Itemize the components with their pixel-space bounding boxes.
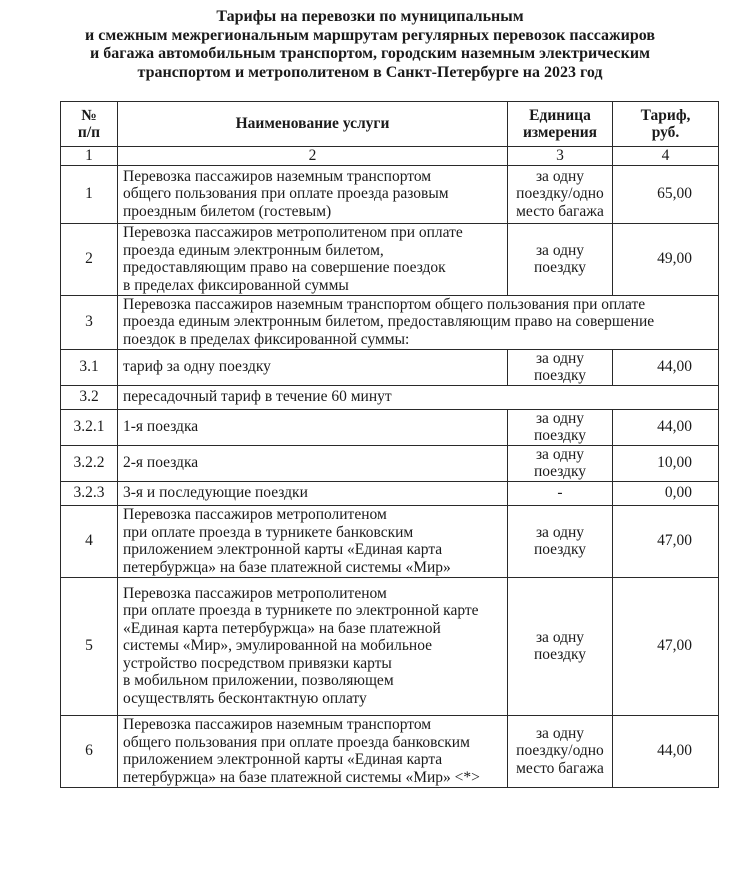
service-name-line: поездок в пределах фиксированной суммы:	[123, 330, 410, 348]
table-header-row	[61, 102, 719, 147]
service-name-line: Перевозка пассажиров метрополитеном	[123, 584, 387, 602]
header-num	[61, 102, 118, 147]
unit-line: поездку	[533, 427, 587, 444]
row-number: 3.2.2	[61, 445, 118, 481]
row-number: 3.2.1	[61, 409, 118, 445]
tariffs-table	[60, 101, 719, 788]
service-name-line: приложением электронной карты «Единая карта	[123, 541, 443, 558]
unit-line: за одну	[535, 349, 585, 367]
service-name-line: 3-я и последующие поездки	[123, 484, 308, 502]
unit-line: поездку/одно	[516, 185, 604, 203]
table-row	[61, 349, 719, 385]
service-name-line: 1-я поездка	[123, 418, 199, 436]
service-name-line: петербуржца» на базе платежной системы «Мир»	[123, 558, 451, 576]
tariff-price: 47,00	[613, 577, 719, 715]
unit-line: за одну	[535, 523, 585, 541]
title-line: Тарифы на перевозки по муниципальным	[216, 8, 524, 25]
service-name-line: при оплате проезда в турникете банковским	[123, 523, 414, 541]
tariff-price: 65,00	[613, 165, 719, 223]
service-name	[118, 385, 719, 409]
service-name	[118, 409, 508, 445]
unit-of-measure	[508, 445, 613, 481]
unit-of-measure	[508, 409, 613, 445]
service-name-line: осуществлять бесконтактную оплату	[123, 689, 367, 707]
title-line: и смежным межрегиональным маршрутам регулярных перевозок пассажиров	[85, 26, 655, 44]
header-price-line: Тариф,	[640, 106, 691, 124]
unit-line: поездку	[533, 463, 587, 480]
unit-of-measure	[508, 223, 613, 295]
unit-of-measure	[508, 165, 613, 223]
unit-line: поездку	[533, 367, 587, 384]
tariff-price: 0,00	[613, 481, 719, 505]
table-row	[61, 481, 719, 505]
service-name-line: устройство посредством привязки карты	[123, 654, 392, 672]
unit-line: за одну	[535, 167, 585, 185]
unit-line: поездку	[533, 541, 587, 558]
unit-of-measure	[508, 577, 613, 715]
service-name	[118, 577, 508, 715]
header-unit-line: Единица	[529, 106, 591, 124]
document-title	[60, 8, 680, 82]
row-number: 6	[61, 715, 118, 787]
column-number: 2	[118, 147, 508, 166]
service-name	[118, 505, 508, 577]
service-name-line: Перевозка пассажиров наземным транспортом	[123, 716, 432, 733]
unit-line: место багажа	[516, 202, 604, 220]
service-name-line: Перевозка пассажиров метрополитеном	[123, 506, 387, 523]
header-num-line: п/п	[77, 124, 101, 141]
service-name-line: проезда единым электронным билетом, предоставляющим право на совершение	[123, 313, 655, 331]
unit-line: место багажа	[516, 759, 604, 777]
table-row	[61, 223, 719, 295]
row-number: 3	[61, 295, 118, 349]
tariff-price: 47,00	[613, 505, 719, 577]
title-line: транспортом и метрополитеном в Санкт-Петербурге на 2023 год	[137, 63, 603, 81]
unit-of-measure	[508, 349, 613, 385]
service-name	[118, 165, 508, 223]
title-line: и багажа автомобильным транспортом, городским наземным электрическим	[90, 45, 650, 62]
service-name-line: пересадочный тариф в течение 60 минут	[123, 388, 392, 406]
service-name	[118, 481, 508, 505]
column-number: 1	[61, 147, 118, 166]
unit-line: поездку	[533, 259, 587, 276]
unit-line: поездку	[533, 646, 587, 663]
service-name-line: петербуржца» на базе платежной системы «Мир» <*>	[123, 768, 480, 786]
unit-line: за одну	[535, 241, 585, 259]
header-unit	[508, 102, 613, 147]
table-row	[61, 577, 719, 715]
row-number: 4	[61, 505, 118, 577]
unit-of-measure	[508, 715, 613, 787]
service-name-line: общего пользования при оплате проезда разовым	[123, 185, 449, 203]
table-row	[61, 715, 719, 787]
service-name	[118, 715, 508, 787]
row-number: 2	[61, 223, 118, 295]
service-name	[118, 349, 508, 385]
header-unit-line: измерения	[522, 124, 598, 141]
service-name-line: «Единая карта петербуржца» на базе платежной	[123, 619, 441, 637]
service-name-line: проездным билетом (гостевым)	[123, 202, 332, 220]
unit-line: за одну	[535, 628, 585, 646]
unit-of-measure	[508, 481, 613, 505]
unit-line: -	[557, 484, 563, 502]
column-number-row	[61, 147, 719, 166]
header-name: Наименование услуги	[118, 102, 508, 147]
tariff-price: 10,00	[613, 445, 719, 481]
service-name-line: системы «Мир», эмулированной на мобильное	[123, 637, 433, 655]
row-number: 1	[61, 165, 118, 223]
row-number: 5	[61, 577, 118, 715]
tariff-price: 44,00	[613, 715, 719, 787]
service-name-line: Перевозка пассажиров метрополитеном при оплате	[123, 224, 463, 241]
service-name-line: 2-я поездка	[123, 454, 199, 472]
service-name-line: Перевозка пассажиров наземным транспортом общего пользования при оплате	[123, 295, 646, 313]
service-name-line: предоставляющим право на совершение поездок	[123, 259, 446, 276]
service-name	[118, 295, 719, 349]
table-row	[61, 445, 719, 481]
service-name-line: в пределах фиксированной суммы	[123, 276, 349, 294]
table-row	[61, 385, 719, 409]
row-number: 3.2.3	[61, 481, 118, 505]
unit-line: за одну	[535, 409, 585, 427]
service-name-line: Перевозка пассажиров наземным транспортом	[123, 167, 432, 185]
table-row	[61, 165, 719, 223]
service-name-line: тариф за одну поездку	[123, 358, 271, 376]
header-price	[613, 102, 719, 147]
service-name-line: в мобильном приложении, позволяющем	[123, 672, 394, 690]
tariff-price: 44,00	[613, 409, 719, 445]
unit-of-measure	[508, 505, 613, 577]
service-name	[118, 445, 508, 481]
service-name-line: при оплате проезда в турникете по электронной карте	[123, 602, 479, 620]
tariff-price: 44,00	[613, 349, 719, 385]
column-number: 4	[613, 147, 719, 166]
header-price-line: руб.	[651, 124, 680, 141]
service-name-line: приложением электронной карты «Единая карта	[123, 751, 443, 768]
service-name	[118, 223, 508, 295]
unit-line: поездку/одно	[516, 742, 604, 760]
table-row	[61, 409, 719, 445]
unit-line: за одну	[535, 445, 585, 463]
unit-line: за одну	[535, 724, 585, 742]
row-number: 3.2	[61, 385, 118, 409]
service-name-line: проезда единым электронным билетом,	[123, 241, 384, 259]
row-number: 3.1	[61, 349, 118, 385]
service-name-line: общего пользования при оплате проезда банковским	[123, 733, 470, 751]
column-number: 3	[508, 147, 613, 166]
header-num-line: №	[81, 106, 97, 124]
table-row	[61, 295, 719, 349]
table-body	[61, 165, 719, 787]
tariff-price: 49,00	[613, 223, 719, 295]
table-row	[61, 505, 719, 577]
